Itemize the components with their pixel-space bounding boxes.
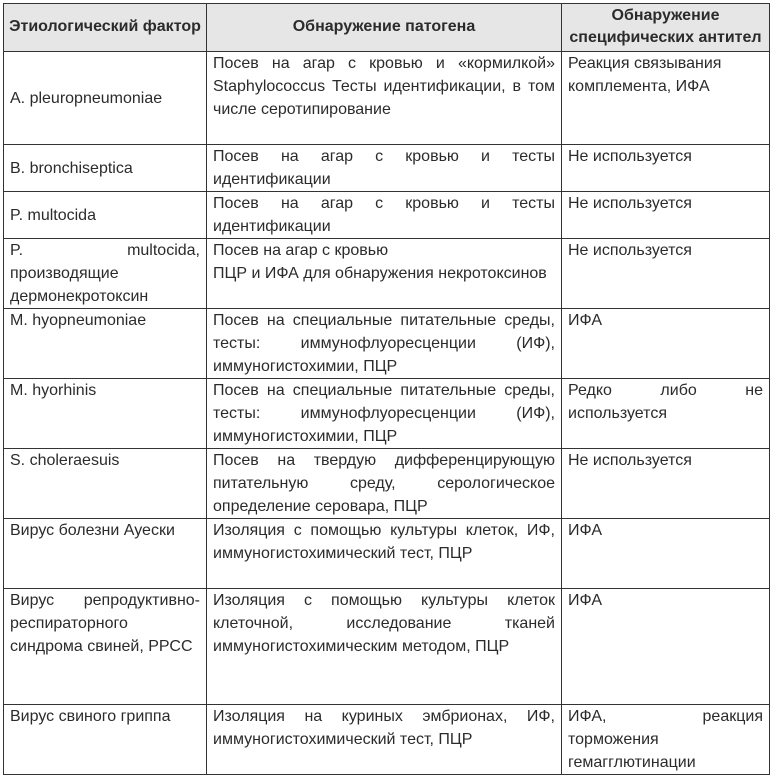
antibody-cell: Не используется xyxy=(562,239,770,309)
pathogen-cell: Посев на твердую дифференцирующую питательную среду, серологическое определение серовара, ПЦР xyxy=(207,449,562,519)
antibody-cell: ИФА xyxy=(562,589,770,705)
header-pathogen-detection: Обнаружение патогена xyxy=(207,4,562,52)
antibody-cell: Редко либо не используется xyxy=(562,379,770,449)
pathogen-cell xyxy=(207,239,562,309)
header-etiologic-factor: Этиологический фактор xyxy=(4,4,207,52)
table-row xyxy=(4,705,770,775)
factor-cell: S. choleraesuis xyxy=(4,449,207,519)
antibody-cell: Не используется xyxy=(562,192,770,239)
factor-cell: M. hyopneumoniae xyxy=(4,309,207,379)
factor-cell: Вирус болезни Ауески xyxy=(4,519,207,589)
antibody-cell: Реакция связывания комплемента, ИФА xyxy=(562,52,770,145)
table-row xyxy=(4,379,770,449)
table-row xyxy=(4,52,770,145)
pathogen-cell: Посев на агар с кровью и «кормилкой» Staphylococcus Тесты идентификации, в том числе серотипирование xyxy=(207,52,562,145)
factor-cell: M. hyorhinis xyxy=(4,379,207,449)
pathogen-line: ПЦР и ИФА для обнаружения некротоксинов xyxy=(213,265,547,282)
table-row xyxy=(4,449,770,519)
table-row xyxy=(4,309,770,379)
factor-cell: Вирус репродуктивно-респираторного синдрома свиней, РРСС xyxy=(4,589,207,705)
pathogen-cell: Изоляция с помощью культуры клеток клеточной, исследование тканей иммуногистохимическим методом, ПЦР xyxy=(207,589,562,705)
header-antibody-detection: Обнаружение специфических антител xyxy=(562,4,770,52)
pathogen-cell: Посев на агар с кровью и тесты идентификации xyxy=(207,192,562,239)
table-row xyxy=(4,145,770,192)
antibody-cell: ИФА xyxy=(562,309,770,379)
factor-cell: Вирус свиного гриппа xyxy=(4,705,207,775)
diagnostics-table xyxy=(3,3,770,775)
antibody-cell: ИФА xyxy=(562,519,770,589)
pathogen-cell: Изоляция на куриных эмбрионах, ИФ, иммуногистохимический тест, ПЦР xyxy=(207,705,562,775)
pathogen-cell: Посев на специальные питательные среды, тесты: иммунофлуоресценции (ИФ), иммуногистохимии, ПЦР xyxy=(207,379,562,449)
pathogen-cell: Изоляция с помощью культуры клеток, ИФ, иммуногистохимический тест, ПЦР xyxy=(207,519,562,589)
table-row xyxy=(4,192,770,239)
table-row xyxy=(4,519,770,589)
pathogen-cell: Посев на специальные питательные среды, тесты: иммунофлуоресценции (ИФ), иммуногистохимии, ПЦР xyxy=(207,309,562,379)
table-header-row xyxy=(4,4,770,52)
antibody-cell: Не используется xyxy=(562,145,770,192)
factor-cell: A. pleuropneumoniae xyxy=(4,52,207,145)
pathogen-line: Посев на агар с кровью xyxy=(213,242,389,259)
factor-cell: P. multocida xyxy=(4,192,207,239)
antibody-cell: ИФА, реакция торможения гемагглютинации xyxy=(562,705,770,775)
antibody-cell: Не используется xyxy=(562,449,770,519)
table-row xyxy=(4,589,770,705)
factor-cell: P. multocida, производящие дермонекротоксин xyxy=(4,239,207,309)
pathogen-cell: Посев на агар с кровью и тесты идентификации xyxy=(207,145,562,192)
factor-cell: B. bronchiseptica xyxy=(4,145,207,192)
table-row xyxy=(4,239,770,309)
